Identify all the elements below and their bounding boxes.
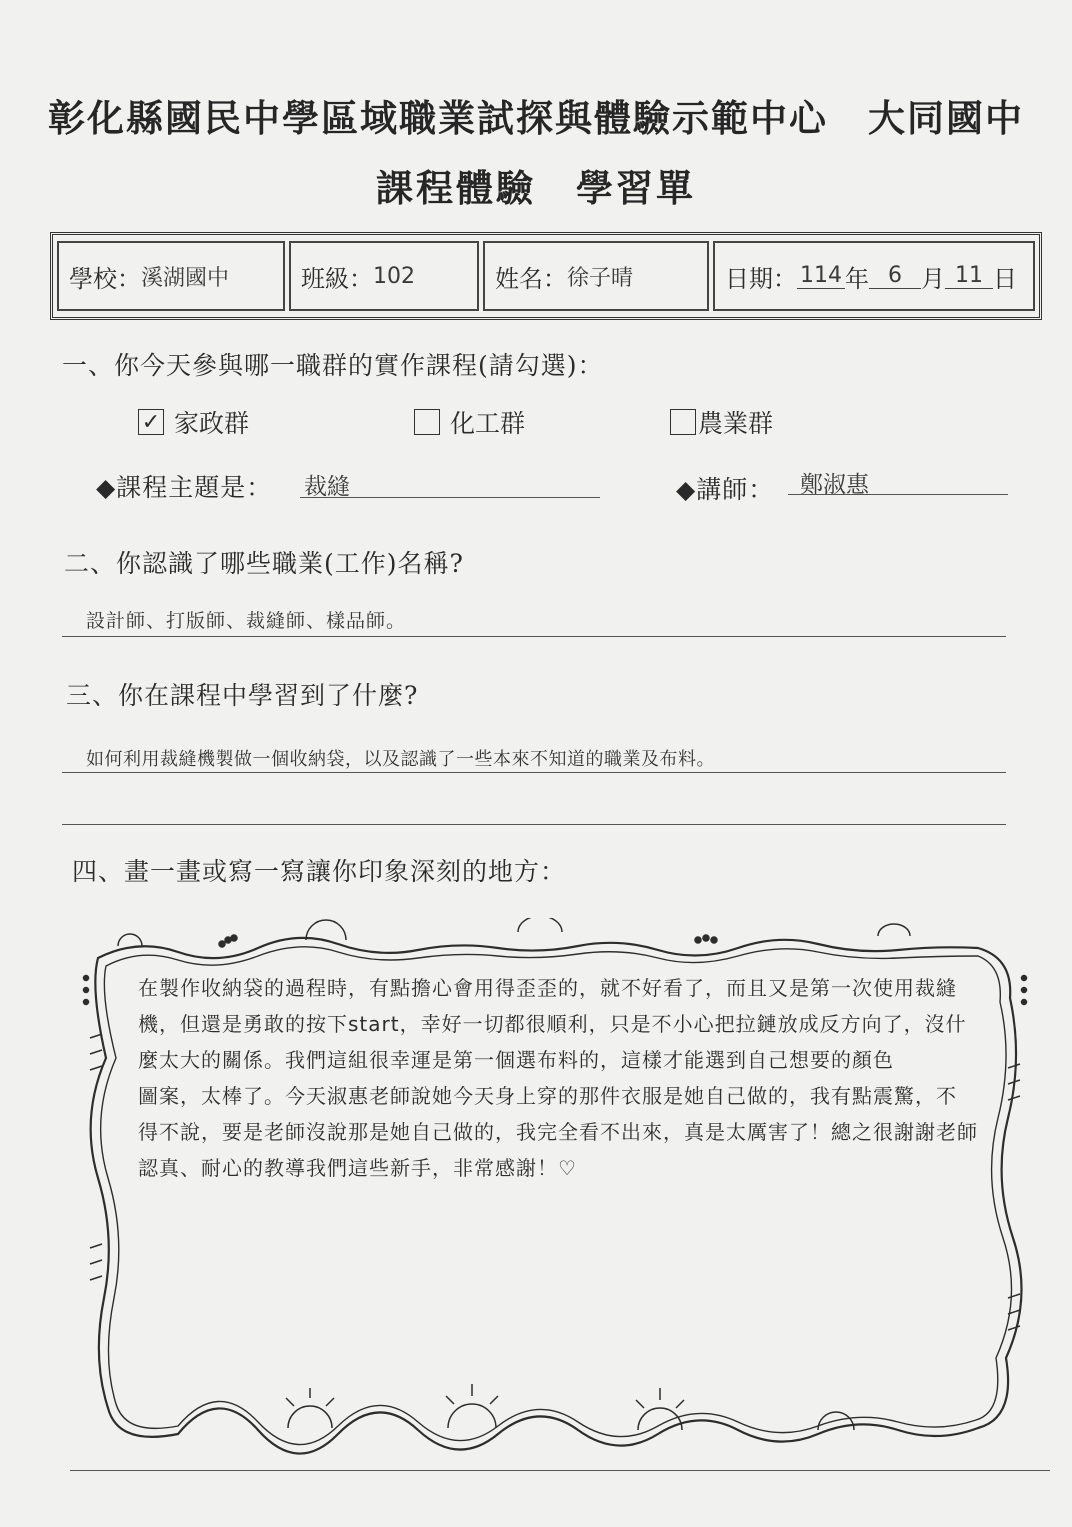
topic-underline — [300, 497, 600, 498]
essay-text — [138, 970, 983, 1186]
topic-value: 裁縫 — [304, 474, 350, 500]
teacher-underline — [788, 494, 1008, 495]
day-label: 日 — [993, 264, 1017, 293]
option-home-economics[interactable] — [138, 404, 249, 440]
subtitle-course: 課程體驗 — [376, 166, 536, 210]
year-label: 年 — [845, 264, 869, 293]
answer-3-line-2 — [62, 824, 1006, 825]
bottom-rule — [70, 1470, 1050, 1471]
page-subtitle — [0, 158, 1072, 212]
page-title — [0, 88, 1072, 142]
class-value: 102 — [373, 263, 415, 289]
option-chemical[interactable] — [414, 404, 525, 440]
checkbox-icon[interactable] — [670, 409, 696, 435]
answer-2-line — [62, 636, 1006, 637]
answer-3: 如何利用裁縫機製做一個收納袋，以及認識了一些本來不知道的職業及布料。 — [86, 749, 715, 770]
essay-line: 機，但還是勇敢的按下start，幸好一切都很順利，只是不小心把拉鏈放成反方向了，沒什 — [138, 1012, 967, 1036]
option-label: 家政群 — [174, 409, 250, 438]
class-label: 班級： — [301, 264, 373, 293]
teacher-value: 鄭淑惠 — [800, 472, 869, 498]
essay-line: 圖案，太棒了。今天淑惠老師說她今天身上穿的那件衣服是她自己做的，我有點震驚，不 — [138, 1084, 957, 1108]
answer-3-line-1 — [62, 772, 1006, 773]
school-label: 學校： — [69, 264, 141, 293]
title-school: 大同國中 — [868, 96, 1024, 140]
topic-label: ◆課程主題是： — [96, 473, 273, 502]
question-3: 三、你在課程中學習到了什麼? — [66, 681, 419, 710]
date-year: 114 — [797, 263, 845, 289]
question-4: 四、畫一畫或寫一寫讓你印象深刻的地方： — [72, 857, 567, 886]
month-label: 月 — [921, 264, 945, 293]
essay-line: 在製作收納袋的過程時，有點擔心會用得歪歪的，就不好看了，而且又是第一次使用裁縫 — [138, 976, 957, 1000]
date-cell — [713, 241, 1035, 311]
essay-line: 麼太大的關係。我們這組很幸運是第一個選布料的，這樣才能選到自己想要的顏色 — [138, 1048, 894, 1072]
date-label: 日期： — [725, 264, 797, 293]
name-cell — [483, 241, 709, 311]
school-value: 溪湖國中 — [141, 265, 230, 291]
option-agriculture[interactable] — [670, 404, 773, 440]
checkbox-checked-icon[interactable]: ✓ — [138, 409, 164, 435]
checkbox-icon[interactable] — [414, 409, 440, 435]
essay-line: 認真、耐心的教導我們這些新手，非常感謝！♡ — [138, 1156, 577, 1180]
date-day: 11 — [945, 263, 993, 289]
option-label: 農業群 — [698, 409, 774, 438]
student-info-table — [50, 232, 1042, 320]
question-1: 一、你今天參與哪一職群的實作課程(請勾選)： — [62, 351, 604, 380]
date-month: 6 — [869, 263, 921, 289]
school-cell — [57, 241, 285, 311]
subtitle-sheet: 學習單 — [576, 166, 696, 210]
title-organization: 彰化縣國民中學區域職業試探與體驗示範中心 — [48, 96, 828, 140]
essay-line: 得不說，要是老師沒說那是她自己做的，我完全看不出來，真是太厲害了！總之很謝謝老師 — [138, 1120, 978, 1144]
class-cell — [289, 241, 479, 311]
name-label: 姓名： — [495, 264, 567, 293]
name-value: 徐子晴 — [567, 265, 634, 291]
question-2: 二、你認識了哪些職業(工作)名稱? — [64, 549, 464, 578]
option-label: 化工群 — [450, 409, 526, 438]
answer-2: 設計師、打版師、裁縫師、樣品師。 — [86, 610, 407, 632]
teacher-label: ◆講師： — [676, 475, 775, 504]
